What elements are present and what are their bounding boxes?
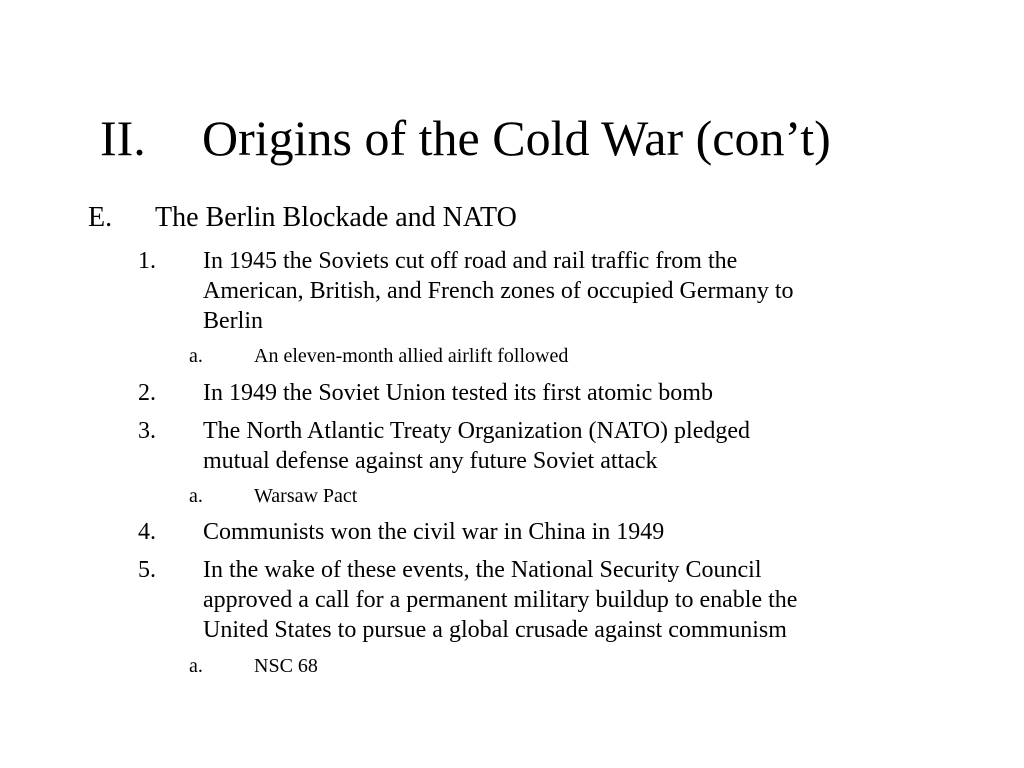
list-item-text (203, 555, 797, 645)
list-item-line: approved a call for a permanent military buildup to enable the (203, 587, 798, 613)
list-item-marker: 3. (138, 418, 156, 444)
sub-item-marker: a. (189, 655, 203, 677)
list-item-text (203, 246, 793, 336)
sub-item-text: NSC 68 (254, 655, 318, 677)
list-item-text (203, 517, 664, 547)
list-item-marker: 1. (138, 248, 156, 274)
sub-item-text: Warsaw Pact (254, 485, 358, 507)
title-number: II. (100, 110, 146, 166)
section-marker: E. (88, 202, 113, 233)
sub-item-marker: a. (189, 485, 203, 507)
list-item-text (203, 416, 750, 476)
list-item-line: In 1949 the Soviet Union tested its first atomic bomb (203, 380, 713, 406)
list-item-text (203, 378, 713, 408)
title-text: Origins of the Cold War (con’t) (202, 110, 831, 166)
slide-title (100, 103, 980, 173)
sub-item-text: An eleven-month allied airlift followed (254, 345, 569, 367)
list-item-line: mutual defense against any future Soviet attack (203, 448, 658, 474)
list-item-line: Communists won the civil war in China in 1949 (203, 519, 665, 545)
list-item-line: Berlin (203, 308, 263, 334)
list-item-line: United States to pursue a global crusade against communism (203, 617, 787, 643)
list-item-line: American, British, and French zones of occupied Germany to (203, 278, 794, 304)
list-item-line: The North Atlantic Treaty Organization (NATO) pledged (203, 418, 751, 444)
list-item-marker: 2. (138, 380, 156, 406)
list-item-line: In the wake of these events, the National Security Council (203, 557, 762, 583)
sub-item-marker: a. (189, 345, 203, 367)
section-text: The Berlin Blockade and NATO (155, 202, 517, 233)
list-item-line: In 1945 the Soviets cut off road and rail traffic from the (203, 248, 738, 274)
list-item-marker: 5. (138, 557, 156, 583)
list-item-marker: 4. (138, 519, 156, 545)
